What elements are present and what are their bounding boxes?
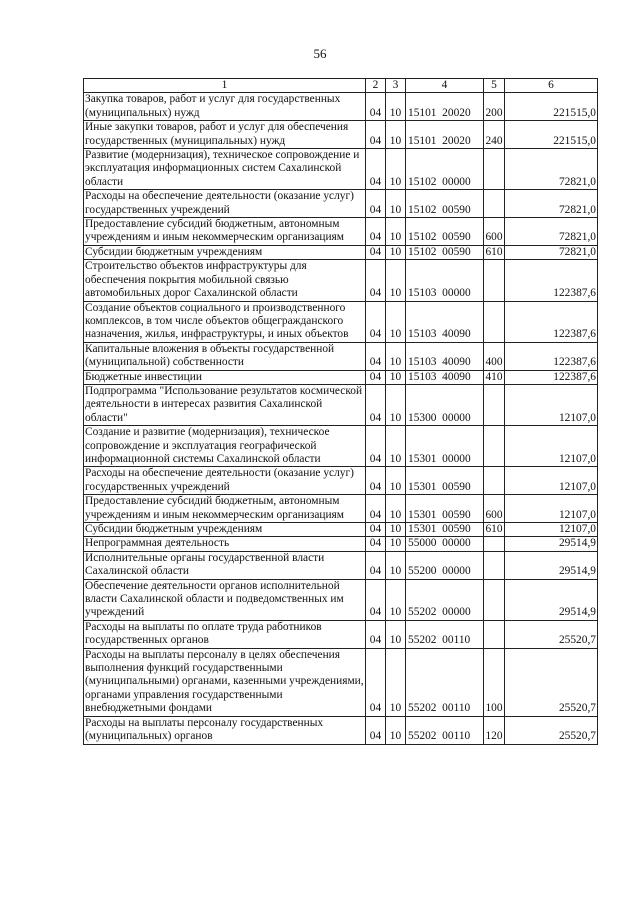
row-name-cell: Подпрограмма "Использование результатов космической деятельности в интересах развития Сахалинской области" — [84, 384, 366, 425]
subsection-code-cell: 10 — [386, 426, 406, 467]
table-row — [84, 93, 598, 121]
target-code-cell: 55202 00110 — [406, 648, 484, 716]
section-code-cell: 04 — [366, 523, 386, 537]
target-code-cell: 55202 00000 — [406, 579, 484, 620]
row-name-cell: Капитальные вложения в объекты государственной (муниципальной) собственности — [84, 342, 366, 370]
amount-cell: 221515,0 — [505, 93, 598, 121]
amount-cell: 72821,0 — [505, 149, 598, 190]
section-code-cell: 04 — [366, 648, 386, 716]
header-cell: 5 — [484, 79, 505, 93]
subsection-code-cell: 10 — [386, 551, 406, 579]
table-row — [84, 190, 598, 218]
amount-cell: 25520,7 — [505, 716, 598, 744]
section-code-cell: 04 — [366, 467, 386, 495]
expense-type-cell: 120 — [484, 716, 505, 744]
expense-type-cell — [484, 149, 505, 190]
amount-cell: 29514,9 — [505, 551, 598, 579]
row-name-cell: Предоставление субсидий бюджетным, автономным учреждениям и иным некоммерческим организациям — [84, 495, 366, 523]
target-code-cell: 15103 40090 — [406, 342, 484, 370]
subsection-code-cell: 10 — [386, 648, 406, 716]
amount-cell: 72821,0 — [505, 190, 598, 218]
subsection-code-cell: 10 — [386, 579, 406, 620]
target-code-cell: 55202 00110 — [406, 716, 484, 744]
header-cell: 1 — [84, 79, 366, 93]
table-row — [84, 716, 598, 744]
target-code-cell: 15301 00590 — [406, 467, 484, 495]
subsection-code-cell: 10 — [386, 495, 406, 523]
section-code-cell: 04 — [366, 149, 386, 190]
target-code-cell: 55000 00000 — [406, 537, 484, 551]
subsection-code-cell: 10 — [386, 301, 406, 342]
table-row — [84, 260, 598, 301]
table-row — [84, 537, 598, 551]
subsection-code-cell: 10 — [386, 537, 406, 551]
section-code-cell: 04 — [366, 370, 386, 384]
expense-type-cell — [484, 620, 505, 648]
target-code-cell: 15103 40090 — [406, 370, 484, 384]
target-code-cell: 15102 00590 — [406, 245, 484, 259]
table-row — [84, 301, 598, 342]
amount-cell: 72821,0 — [505, 218, 598, 246]
row-name-cell: Развитие (модернизация), техническое сопровождение и эксплуатация информационных систем Сахалинской области — [84, 149, 366, 190]
row-name-cell: Расходы на обеспечение деятельности (оказание услуг) государственных учреждений — [84, 190, 366, 218]
subsection-code-cell: 10 — [386, 620, 406, 648]
header-cell: 4 — [406, 79, 484, 93]
table-row — [84, 523, 598, 537]
expense-type-cell: 600 — [484, 495, 505, 523]
subsection-code-cell: 10 — [386, 121, 406, 149]
amount-cell: 72821,0 — [505, 245, 598, 259]
section-code-cell: 04 — [366, 551, 386, 579]
row-name-cell: Расходы на выплаты персоналу государственных (муниципальных) органов — [84, 716, 366, 744]
table-row — [84, 426, 598, 467]
expense-type-cell: 100 — [484, 648, 505, 716]
expense-type-cell — [484, 301, 505, 342]
target-code-cell: 15101 20020 — [406, 121, 484, 149]
row-name-cell: Создание и развитие (модернизация), техническое сопровождение и эксплуатация географической информационной системы Сахалинской области — [84, 426, 366, 467]
subsection-code-cell: 10 — [386, 190, 406, 218]
section-code-cell: 04 — [366, 384, 386, 425]
row-name-cell: Строительство объектов инфраструктуры для обеспечения покрытия мобильной связью автомобильных дорог Сахалинской области — [84, 260, 366, 301]
table-row — [84, 495, 598, 523]
expense-type-cell: 410 — [485, 370, 503, 383]
target-code-cell: 15102 00590 — [406, 190, 484, 218]
table-body — [84, 93, 598, 744]
subsection-code-cell: 10 — [386, 370, 406, 384]
target-code-cell: 15300 00000 — [406, 384, 484, 425]
expense-type-cell: 240 — [484, 121, 505, 149]
target-code-cell: 15103 00000 — [406, 260, 484, 301]
table-header — [84, 79, 598, 93]
section-code-cell: 04 — [366, 537, 386, 551]
amount-cell: 12107,0 — [505, 467, 598, 495]
header-cell: 2 — [366, 79, 386, 93]
table-row — [84, 245, 598, 259]
section-code-cell: 04 — [366, 93, 386, 121]
table-row — [84, 370, 598, 384]
section-code-cell: 04 — [366, 245, 386, 259]
amount-cell: 12107,0 — [505, 495, 598, 523]
subsection-code-cell: 10 — [386, 467, 406, 495]
section-code-cell: 04 — [366, 190, 386, 218]
expense-type-cell — [484, 190, 505, 218]
subsection-code-cell: 10 — [386, 149, 406, 190]
section-code-cell: 04 — [366, 218, 386, 246]
target-code-cell: 15102 00000 — [406, 149, 484, 190]
row-name-cell: Бюджетные инвестиции — [84, 370, 366, 384]
row-name-cell: Иные закупки товаров, работ и услуг для обеспечения государственных (муниципальных) нужд — [84, 121, 366, 149]
table-row — [84, 218, 598, 246]
row-name-cell: Предоставление субсидий бюджетным, автономным учреждениям и иным некоммерческим организациям — [84, 218, 366, 246]
target-code-cell: 55202 00110 — [406, 620, 484, 648]
amount-cell: 12107,0 — [505, 426, 598, 467]
section-code-cell: 04 — [366, 260, 386, 301]
section-code-cell: 04 — [366, 426, 386, 467]
amount-cell: 25520,7 — [505, 620, 598, 648]
expense-type-cell: 610 — [485, 523, 503, 535]
expense-type-cell — [484, 537, 505, 551]
subsection-code-cell: 10 — [386, 523, 406, 537]
row-name-cell: Расходы на выплаты по оплате труда работников государственных органов — [84, 620, 366, 648]
budget-table — [83, 78, 598, 745]
expense-type-cell — [484, 426, 505, 467]
section-code-cell: 04 — [366, 620, 386, 648]
header-cell: 3 — [386, 79, 406, 93]
section-code-cell: 04 — [366, 301, 386, 342]
section-code-cell: 04 — [366, 121, 386, 149]
amount-cell: 122387,6 — [505, 301, 598, 342]
page-number: 56 — [313, 46, 327, 61]
table-row — [84, 648, 598, 716]
table-row — [84, 579, 598, 620]
subsection-code-cell: 10 — [386, 342, 406, 370]
target-code-cell: 15102 00590 — [406, 218, 484, 246]
section-code-cell: 04 — [366, 495, 386, 523]
expense-type-cell: 400 — [484, 342, 505, 370]
subsection-code-cell: 10 — [386, 260, 406, 301]
table-row — [84, 467, 598, 495]
target-code-cell: 55200 00000 — [406, 551, 484, 579]
row-name-cell: Исполнительные органы государственной власти Сахалинской области — [84, 551, 366, 579]
target-code-cell: 15301 00590 — [406, 495, 484, 523]
target-code-cell: 15101 20020 — [406, 93, 484, 121]
section-code-cell: 04 — [366, 342, 386, 370]
expense-type-cell: 200 — [484, 93, 505, 121]
expense-type-cell: 600 — [484, 218, 505, 246]
subsection-code-cell: 10 — [386, 218, 406, 246]
row-name-cell: Обеспечение деятельности органов исполнительной власти Сахалинской области и подведомственных им учреждений — [84, 579, 366, 620]
expense-type-cell — [484, 260, 505, 301]
header-row — [84, 79, 598, 93]
amount-cell: 12107,0 — [505, 384, 598, 425]
row-name-cell: Расходы на выплаты персоналу в целях обеспечения выполнения функций государственными (муниципальными) органами, казенными учреждениями, органами управления государственными внебюджетными фондами — [85, 648, 364, 715]
expense-type-cell — [484, 467, 505, 495]
amount-cell: 29514,9 — [505, 579, 598, 620]
amount-cell: 122387,6 — [505, 260, 598, 301]
expense-type-cell — [484, 551, 505, 579]
amount-cell: 12107,0 — [505, 523, 598, 537]
row-name-cell: Субсидии бюджетным учреждениям — [84, 245, 366, 259]
amount-cell: 122387,6 — [505, 342, 598, 370]
row-name-cell: Закупка товаров, работ и услуг для государственных (муниципальных) нужд — [84, 93, 366, 121]
table-row — [84, 551, 598, 579]
expense-type-cell: 610 — [485, 245, 503, 258]
section-code-cell: 04 — [366, 579, 386, 620]
table-row — [84, 121, 598, 149]
target-code-cell: 15103 40090 — [406, 301, 484, 342]
amount-cell: 29514,9 — [505, 537, 598, 551]
section-code-cell: 04 — [366, 716, 386, 744]
amount-cell: 122387,6 — [505, 370, 598, 384]
subsection-code-cell: 10 — [386, 716, 406, 744]
table-row — [84, 620, 598, 648]
header-cell: 6 — [505, 79, 598, 93]
target-code-cell: 15301 00590 — [406, 523, 484, 537]
row-name-cell: Субсидии бюджетным учреждениям — [84, 523, 366, 537]
target-code-cell: 15301 00000 — [406, 426, 484, 467]
row-name-cell: Расходы на обеспечение деятельности (оказание услуг) государственных учреждений — [84, 467, 366, 495]
amount-cell: 221515,0 — [505, 121, 598, 149]
table-row — [84, 149, 598, 190]
row-name-cell: Создание объектов социального и производственного комплексов, в том числе объектов общегражданского назначения, жилья, инфраструктуры, и иных объектов — [84, 301, 366, 342]
row-name-cell: Непрограммная деятельность — [84, 537, 366, 551]
subsection-code-cell: 10 — [386, 245, 406, 259]
subsection-code-cell: 10 — [386, 93, 406, 121]
expense-type-cell — [484, 384, 505, 425]
table-row — [84, 342, 598, 370]
table-row — [84, 384, 598, 425]
subsection-code-cell: 10 — [386, 384, 406, 425]
expense-type-cell — [484, 579, 505, 620]
amount-cell: 25520,7 — [505, 648, 598, 716]
